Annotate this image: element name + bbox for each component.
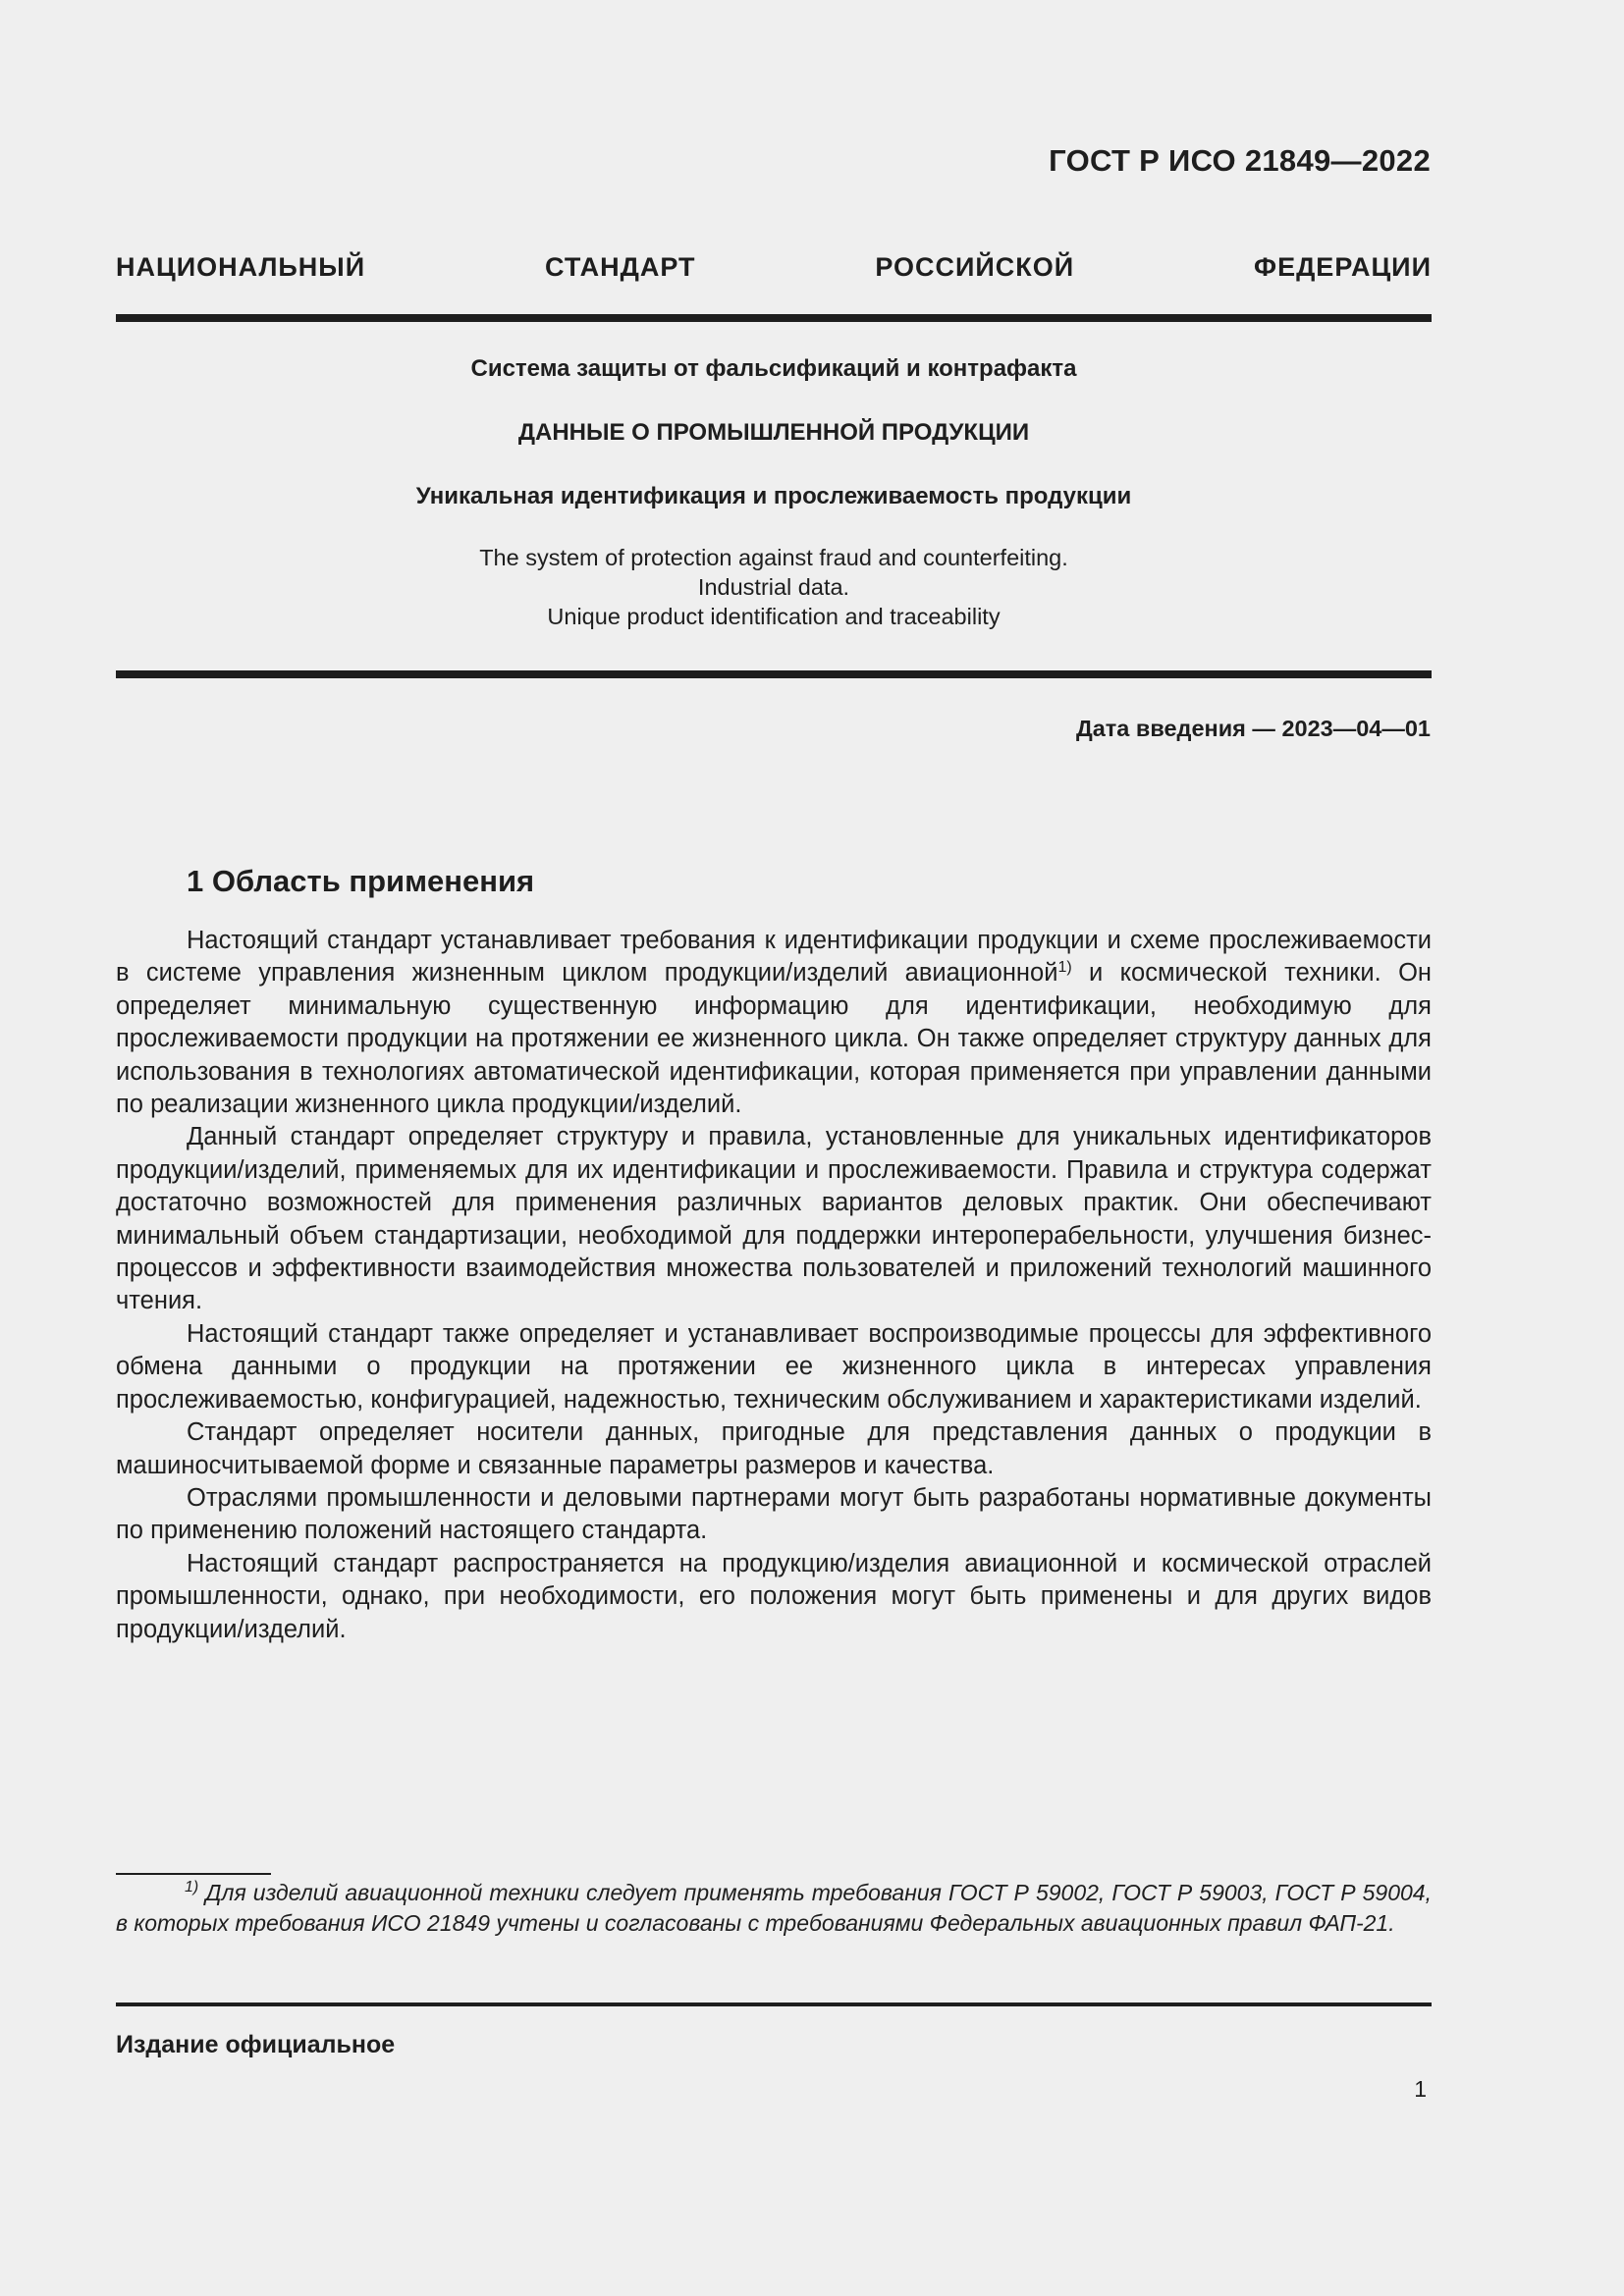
main-title: ДАННЫЕ О ПРОМЫШЛЕННОЙ ПРОДУКЦИИ — [517, 419, 1030, 446]
english-title — [116, 543, 1432, 631]
paragraph: Отраслями промышленности и деловыми партнерами могут быть разработаны нормативные документы по применению положений настоящего стандарта. — [116, 1483, 1432, 1545]
english-title-line: Unique product identification and traceability — [547, 604, 1001, 629]
paragraph: Стандарт определяет носители данных, пригодные для представления данных о продукции в машиносчитываемой форме и связанные параметры размеров и качества. — [116, 1418, 1432, 1479]
footer-divider — [116, 2002, 1432, 2006]
paragraph: Данный стандарт определяет структуру и правила, установленные для уникальных идентификаторов продукции/изделий, применяемых для их идентификации и прослеживаемости. Правила и структура содержат достаточно возможностей для применения различных вариантов деловых практик. Они обеспечивают минимальный объем стандартизации, необходимой для поддержки интероперабельности, улучшения бизнес-процессов и эффективности взаимодействия множества пользователей и приложений технологий машинного чтения. — [116, 1123, 1432, 1315]
official-edition-label: Издание официальное — [116, 2031, 396, 2058]
section-heading: 1 Область применения — [187, 864, 535, 898]
standard-designation: ГОСТ Р ИСО 21849—2022 — [1049, 143, 1431, 178]
title-bottom-divider — [116, 670, 1432, 678]
footnote-marker: 1) — [185, 1879, 199, 1896]
english-title-line: Industrial data. — [697, 574, 850, 600]
national-standard-caption: НАЦИОНАЛЬНЫЙ СТАНДАРТ РОССИЙСКОЙ ФЕДЕРАЦИИ — [116, 252, 1432, 282]
english-title-line: The system of protection against fraud and counterfeiting. — [479, 545, 1068, 570]
top-divider — [116, 314, 1432, 322]
paragraph-text: Настоящий стандарт устанавливает требования к идентификации продукции и схеме прослеживаемости в системе управления жизненным циклом продукции/изделий авиационной — [116, 927, 1432, 988]
section-body — [116, 925, 1432, 1646]
paragraph: Настоящий стандарт распространяется на продукцию/изделия авиационной и космической отраслей промышленности, однако, при необходимости, его положения могут быть применены и для других видов продукции/изделий. — [116, 1549, 1432, 1643]
footnote-separator — [116, 1873, 271, 1875]
paragraph — [116, 925, 1432, 1121]
paragraph-text: и космической техники. Он определяет минимальную существенную информацию для идентификации, необходимую для прослеживаемости продукции на протяжении ее жизненного цикла. Он также определяет структуру данных для использования в технологиях автоматической идентификации, которая применяется при управлении данными по реализации жизненного цикла продукции/изделий. — [116, 959, 1433, 1119]
introduction-date: Дата введения — 2023—04—01 — [1075, 716, 1431, 741]
footnote — [116, 1878, 1432, 1938]
page-number: 1 — [1414, 2076, 1427, 2102]
paragraph: Настоящий стандарт также определяет и устанавливает воспроизводимые процессы для эффективного обмена данными о продукции на протяжении ее жизненного цикла в интересах управления прослеживаемостью, конфигурацией, надежностью, техническим обслуживанием и характеристиками изделий. — [116, 1319, 1432, 1414]
sub-title: Уникальная идентификация и прослеживаемость продукции — [415, 483, 1132, 509]
footnote-reference[interactable]: 1) — [1057, 959, 1072, 977]
footnote-text: Для изделий авиационной техники следует применять требования ГОСТ Р 59002, ГОСТ Р 59003, ГОСТ Р 59004, в которых требования ИСО 21849 учтены и согласованы с требованиями Федеральных авиационных правил ФАП-21. — [116, 1880, 1432, 1936]
series-title: Система защиты от фальсификаций и контрафакта — [470, 355, 1077, 382]
